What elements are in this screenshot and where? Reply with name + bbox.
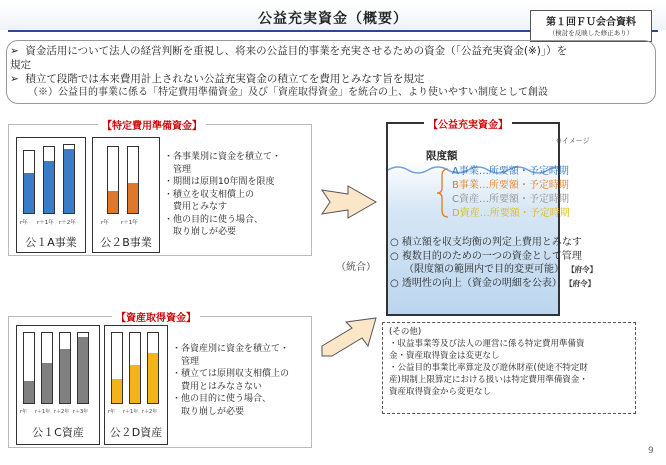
page-number: 9 [648, 446, 654, 456]
ordinance-tag: 【府令】 [567, 265, 598, 274]
box-a-business [16, 137, 86, 253]
box-c-name: 公１C資産 [32, 426, 84, 439]
intro-content [10, 44, 650, 100]
axis-label: r＋2年 [142, 409, 158, 415]
bar-c-year-1 [23, 332, 35, 404]
ordinance-tag: 【府令】 [565, 278, 596, 288]
other-notes-box [382, 322, 636, 414]
merge-arrow-upper-icon [318, 180, 380, 224]
bar-group-c [23, 330, 95, 404]
fund-point-text: （限度額の範囲内で目的変更可能） [404, 264, 564, 275]
intro-note: （※）公益目的事業に係る「特定費用準備資金」及び「資産取得資金」を統合の上、より使いやすい制度として創設 [28, 87, 548, 98]
bullet-line: 費用とみなす [164, 202, 228, 212]
bar-c-year-2 [41, 332, 53, 404]
other-line: 産)規制上限算定における扱いは特定費用準備資金・ [389, 375, 588, 385]
bullet-line: ・他の目的に使う場合、 [172, 394, 272, 404]
asset-fund-bullets [172, 343, 308, 418]
asset-fund-label: 【資産取得資金】 [112, 309, 200, 324]
axis-label: r＋1年 [35, 409, 51, 415]
bullet-line: ・積立ては原則収支相償上の [172, 369, 290, 379]
circle-bullet-icon: ○ [390, 250, 399, 262]
other-line: ・公益目的事業比率算定及び遊休財産(使途不特定財 [389, 363, 588, 373]
intro-text-1: 資金活用について法人の経営判断を重視し、将来の公益目的事業を充実させるための資金（「公益充実資金(※)」）を [25, 45, 568, 57]
bullet-line: 費用とはみなさない [172, 381, 263, 392]
bullet-line: 取り崩しが必要 [172, 406, 245, 417]
fund-point [390, 250, 640, 264]
axis-label: r＋1年 [37, 220, 54, 226]
bar-c-year-4 [77, 332, 89, 404]
fund-point-text: 積立額を収支均衡の判定上費用とみなす [401, 237, 582, 248]
bar-group-a [23, 142, 79, 214]
bullet-line: ・他の目的に使う場合、 [164, 214, 264, 225]
intro-text-2: 積立て段階では本来費用計上されない公益充実資金の積立てを費用とみなす旨を規定 [25, 73, 425, 85]
bullet-line: ・期間は原則10年間を限度 [164, 177, 275, 187]
bar-d-year-1 [111, 332, 123, 404]
badge-main: 第１回ＦＵ会合資料 [546, 17, 636, 28]
fund-category-list [452, 165, 570, 221]
category-b: B事業…所要額・予定時期 [452, 180, 569, 191]
box-b-business [92, 137, 160, 253]
fund-point [390, 263, 640, 277]
bullet-line: 管理 [164, 164, 192, 175]
other-line: 金・資産取得資金は変更なし [389, 351, 500, 361]
circle-bullet-icon: ○ [390, 237, 399, 248]
other-title: (その他) [389, 327, 422, 337]
specific-reserve-label: 【特定費用準備資金】 [98, 117, 206, 132]
other-line: 資産取得資金から変更なし [389, 387, 492, 397]
bar-group-d [111, 330, 163, 404]
category-c: C資産…所要額・予定時期 [452, 194, 569, 205]
fund-point-text: 複数目的のための一つの資金として管理 [401, 250, 582, 262]
fund-points [390, 236, 640, 290]
bar-a-year-2 [43, 146, 55, 214]
category-brace-icon [436, 168, 450, 218]
bullet-line: ・各事業別に資金を積立て・ [164, 152, 282, 162]
bullet-line: 管理 [172, 356, 200, 367]
bar-d-year-2 [129, 332, 141, 404]
axis-label: r年 [20, 409, 28, 415]
bullet-line: ・各資産別に資金を積立て・ [172, 344, 290, 354]
box-b-name: 公２B事業 [100, 236, 152, 249]
bar-group-b [107, 142, 147, 214]
meeting-badge [530, 10, 652, 42]
arrowhead-bullet-icon: ➢ [10, 45, 19, 57]
other-line: ・収益事業等及び法人の運営に係る特定費用準備資 [389, 339, 585, 349]
axis-label: r＋1年 [121, 220, 138, 226]
axis-label: r＋1年 [123, 409, 139, 415]
merge-arrow-lower-icon [318, 316, 380, 360]
page-title: 公益充実資金（概要） [258, 11, 408, 27]
intro-line-1 [10, 44, 650, 58]
box-d-asset [104, 325, 168, 445]
bullet-line: ・積立を収支相償上の [164, 189, 255, 200]
bar-a-year-3 [63, 144, 75, 214]
axis-label: r年 [20, 220, 28, 226]
category-d: D資産…所要額・予定時期 [452, 208, 570, 219]
integration-label: （統合） [336, 262, 376, 273]
fund-point [390, 277, 640, 291]
axis-label: r＋2年 [59, 220, 76, 226]
fund-label: 【公益充実資金】 [424, 116, 512, 131]
bar-c-year-3 [59, 332, 71, 404]
bar-d-year-3 [147, 332, 159, 404]
bar-b-year-2 [127, 146, 139, 214]
axis-label: r年 [101, 220, 109, 226]
axis-label: r＋3年 [73, 409, 89, 415]
category-a: A事業…所要額・予定時期 [452, 166, 569, 177]
limit-label: 限度額 [426, 150, 458, 162]
circle-bullet-icon: ○ [390, 277, 399, 289]
badge-sub: （検討を反映した修正あり） [548, 29, 634, 37]
box-c-asset [16, 325, 100, 445]
box-a-name: 公１A事業 [25, 236, 77, 249]
fund-point [390, 236, 640, 250]
axis-label: r＋2年 [54, 409, 70, 415]
fund-image-note: ※イメージ [556, 137, 590, 145]
bullet-line: 取り崩しが必要 [164, 227, 237, 237]
intro-line-2 [10, 72, 650, 86]
specific-reserve-bullets [164, 151, 308, 239]
axis-label: r年 [108, 409, 116, 415]
intro-text-1b: 規定 [10, 59, 31, 71]
box-d-name: 公２D資産 [109, 426, 163, 439]
bar-a-year-1 [23, 150, 35, 214]
fund-point-text: 透明性の向上（資金の明細を公表） [401, 277, 562, 289]
bar-b-year-1 [107, 146, 119, 214]
arrowhead-bullet-icon: ➢ [10, 73, 19, 85]
